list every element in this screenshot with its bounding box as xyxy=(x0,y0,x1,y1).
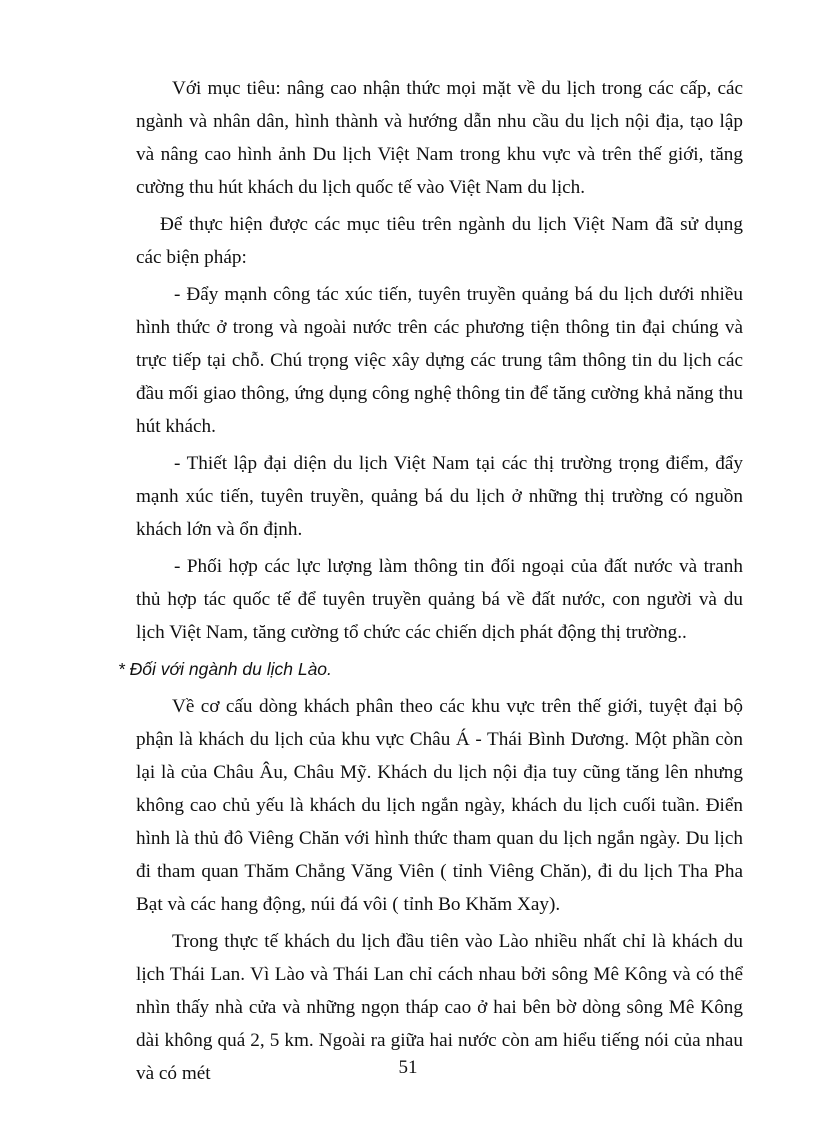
paragraph-measures-intro: Để thực hiện được các mục tiêu trên ngành du lịch Việt Nam đã sử dụng các biện pháp: xyxy=(136,214,743,268)
paragraph-laos-thai-visitors: Trong thực tế khách du lịch đầu tiên vào Lào nhiều nhất chỉ là khách du lịch Thái Lan. Vì Lào và Thái Lan chỉ cách nhau bởi sông Mê Kông và có thể nhìn thấy nhà cửa và những ngọn tháp cao ở hai bên bờ dòng sông Mê Kông dài không quá 2, 5 km. Ngoài ra giữa hai nước còn am hiểu tiếng nói của nhau và có mét xyxy=(136,931,743,1084)
paragraph-measure-promotion: - Đẩy mạnh công tác xúc tiến, tuyên truyền quảng bá du lịch dưới nhiều hình thức ở trong và ngoài nước trên các phương tiện thông tin đại chúng và trực tiếp tại chỗ. Chú trọng việc xây dựng các trung tâm thông tin du lịch các đầu mối giao thông, ứng dụng công nghệ thông tin để tăng cường khả năng thu hút khách. xyxy=(136,284,743,437)
paragraph-measure-cooperation: - Phối hợp các lực lượng làm thông tin đối ngoại của đất nước và tranh thủ hợp tác quốc tế để tuyên truyền quảng bá về đất nước, con người và du lịch Việt Nam, tăng cường tổ chức các chiến dịch phát động thị trường.. xyxy=(136,556,743,643)
paragraph-measure-representation: - Thiết lập đại diện du lịch Việt Nam tại các thị trường trọng điểm, đẩy mạnh xúc tiến, tuyên truyền, quảng bá du lịch ở những thị trường có nguồn khách lớn và ổn định. xyxy=(136,453,743,540)
page-number: 51 xyxy=(398,1057,418,1078)
paragraph-laos-visitor-structure: Về cơ cấu dòng khách phân theo các khu vực trên thế giới, tuyệt đại bộ phận là khách du lịch của khu vực Châu Á - Thái Bình Dương. Một phần còn lại là của Châu Âu, Châu Mỹ. Khách du lịch nội địa tuy cũng tăng lên nhưng không cao chủ yếu là khách du lịch ngắn ngày, khách du lịch cuối tuần. Điển hình là thủ đô Viêng Chăn với hình thức tham quan du lịch ngắn ngày. Du lịch đi tham quan Thăm Chẳng Văng Viên ( tỉnh Viêng Chăn), đi du lịch Tha Pha Bạt và các hang động, núi đá vôi ( tỉnh Bo Khăm Xay). xyxy=(136,696,743,915)
body-text xyxy=(118,72,743,1094)
paragraph-objectives: Với mục tiêu: nâng cao nhận thức mọi mặt về du lịch trong các cấp, các ngành và nhân dân, hình thành và hướng dẫn nhu cầu du lịch nội địa, tạo lập và nâng cao hình ảnh Du lịch Việt Nam trong khu vực và trên thế giới, tăng cường thu hút khách du lịch quốc tế vào Việt Nam du lịch. xyxy=(136,78,743,198)
section-heading-laos: * Đối với ngành du lịch Lào. xyxy=(118,659,332,679)
